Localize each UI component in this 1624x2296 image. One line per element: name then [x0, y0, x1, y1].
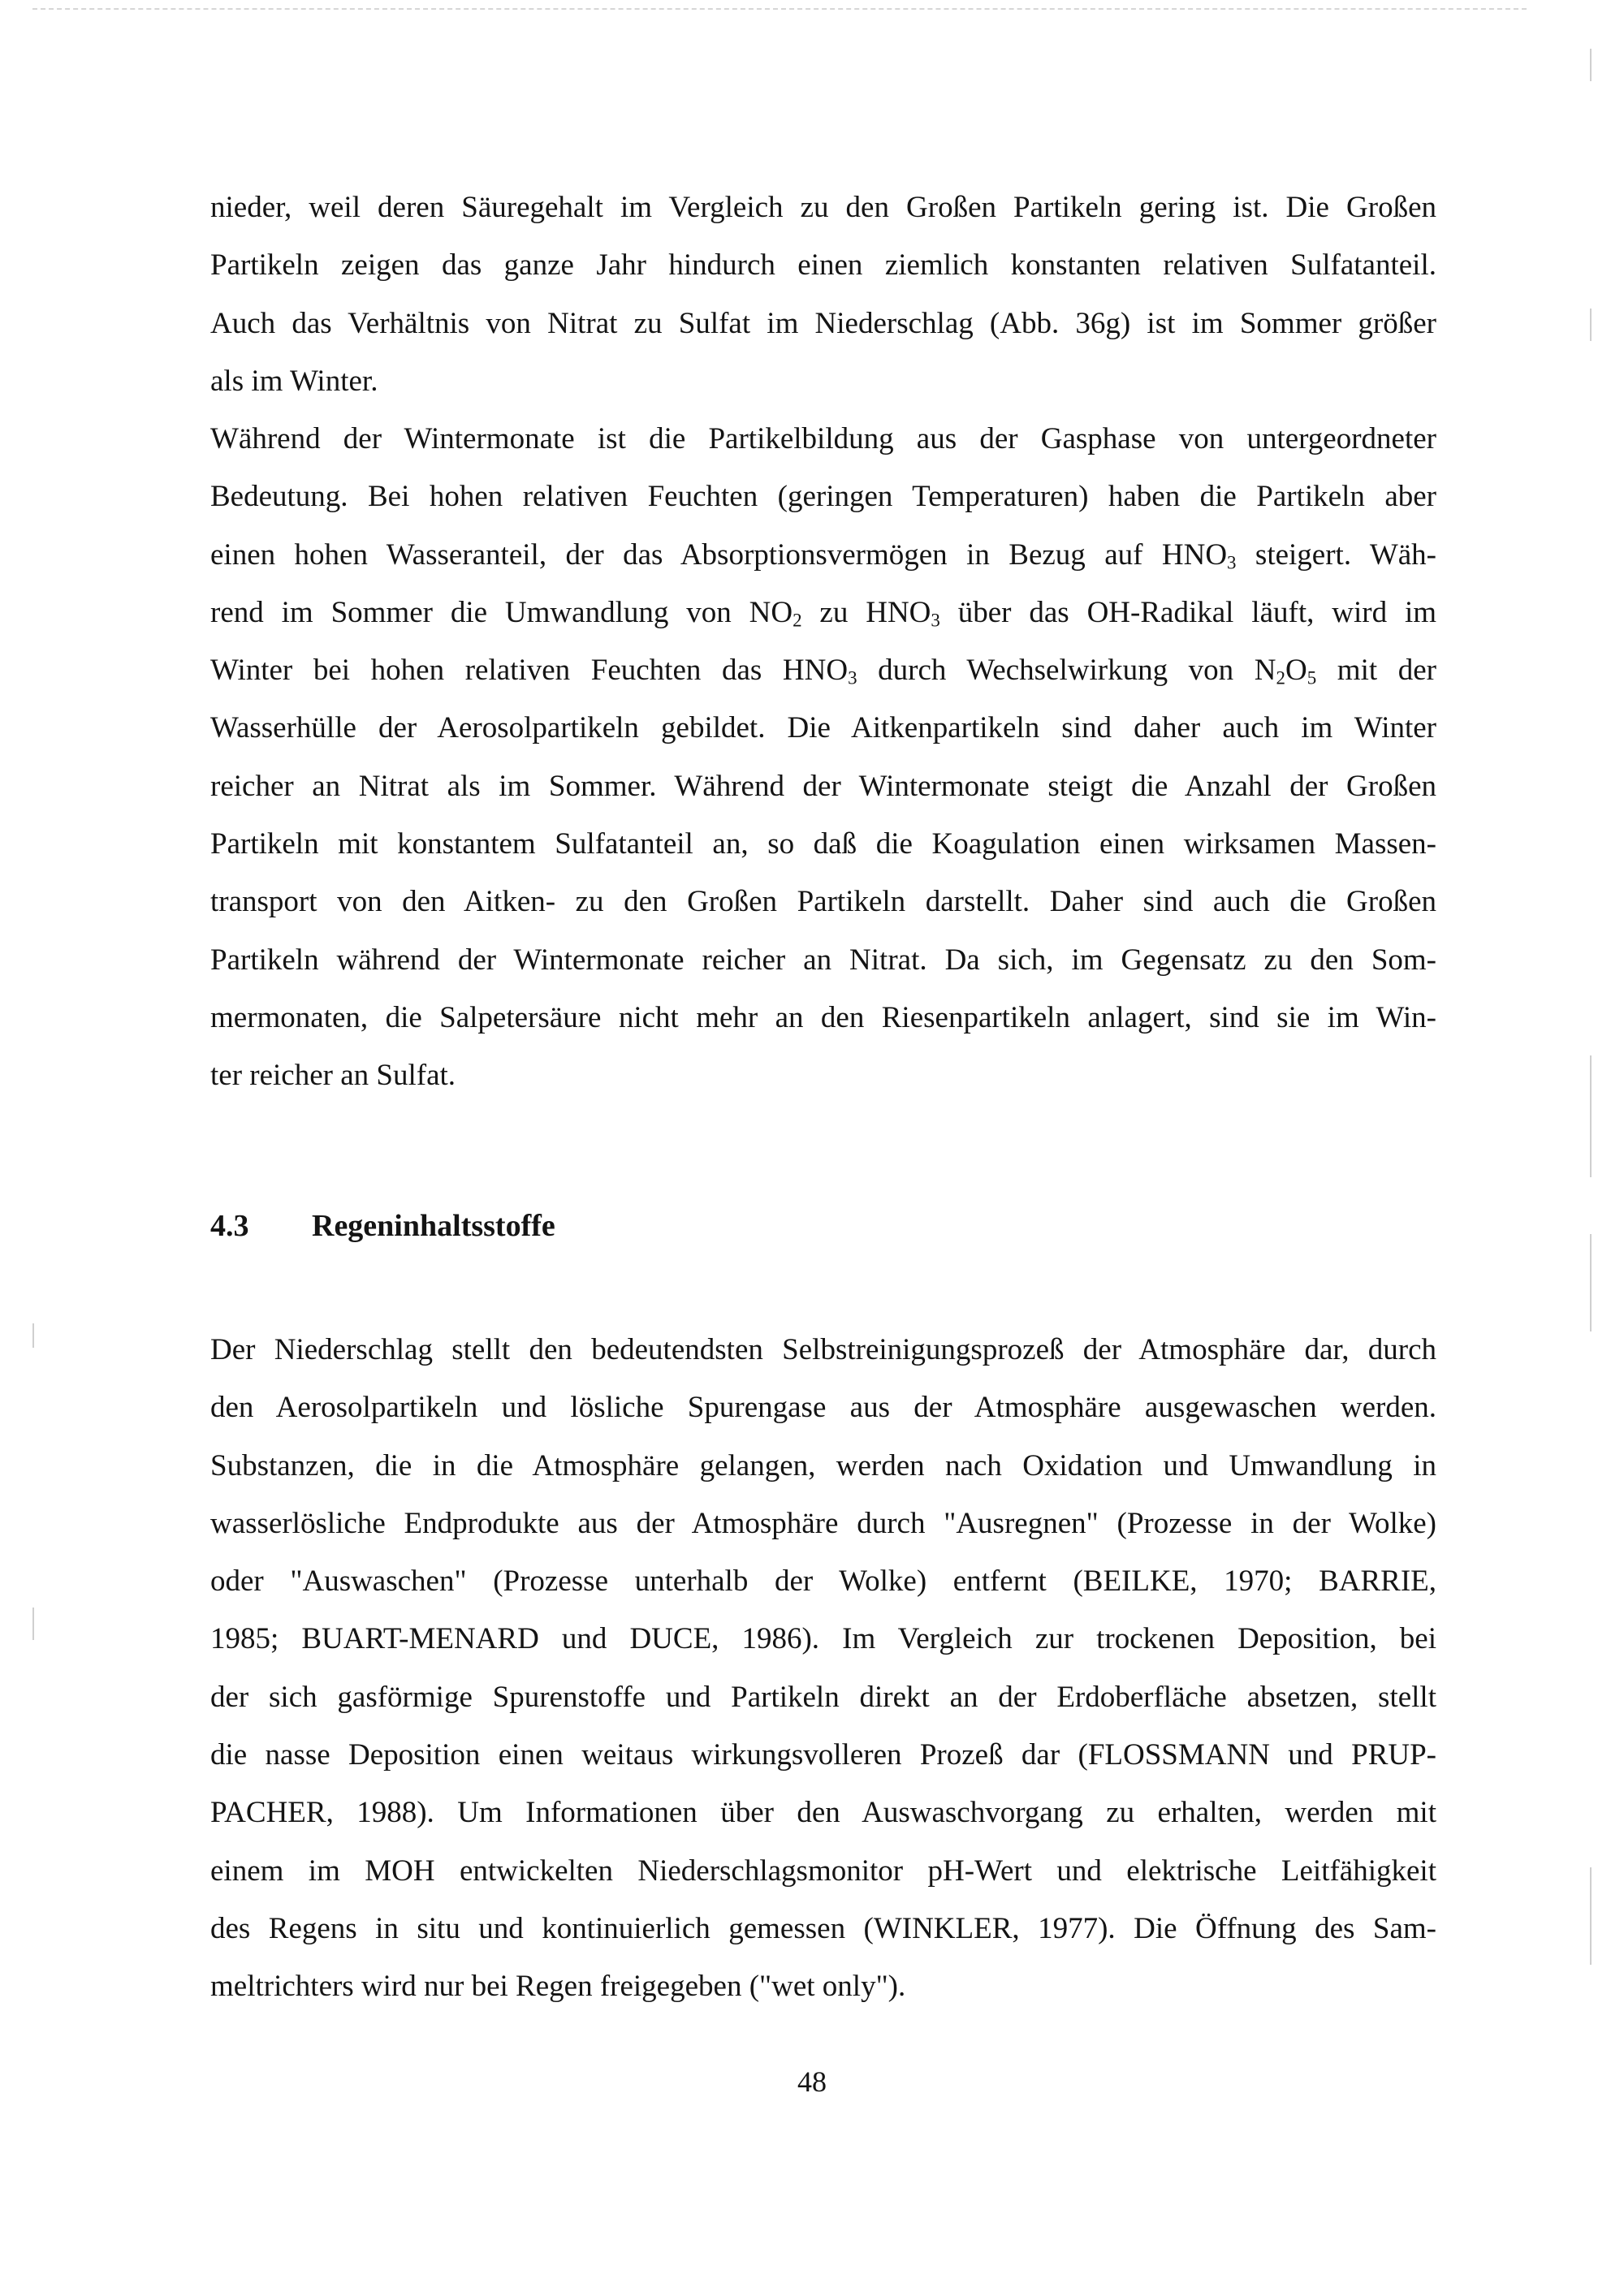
- scan-margin-mark: [1590, 49, 1592, 81]
- text-line: [210, 641, 1436, 699]
- text-line: der sich gasförmige Spurenstoffe und Partikeln direkt an der Erdoberfläche absetzen, stellt: [210, 1680, 1436, 1714]
- text-fragment: mit der: [1316, 654, 1436, 688]
- text-line: als im Winter.: [210, 364, 378, 398]
- text-fragment: steigert. Wäh-: [1236, 537, 1436, 572]
- text-line: PACHER, 1988). Um Informationen über den Auswaschvorgang zu erhalten, werden mit: [210, 1796, 1436, 1830]
- text-fragment: durch Wechselwirkung von N: [857, 654, 1276, 688]
- section-number: 4.3: [210, 1209, 249, 1243]
- text-line: mermonaten, die Salpetersäure nicht mehr an den Riesenpartikeln anlagert, sind sie im Win-: [210, 1000, 1436, 1034]
- text-line: nieder, weil deren Säuregehalt im Vergleich zu den Großen Partikeln gering ist. Die Großen: [210, 191, 1436, 224]
- paragraph-2: [210, 410, 1436, 1105]
- subscript: 2: [793, 610, 802, 631]
- text-line: Substanzen, die in die Atmosphäre gelangen, werden nach Oxidation und Umwandlung in: [210, 1448, 1436, 1482]
- text-line: Partikeln zeigen das ganze Jahr hindurch einen ziemlich konstanten relativen Sulfatanteil.: [210, 248, 1436, 283]
- text-fragment: Winter bei hohen relativen Feuchten das HNO: [210, 654, 849, 688]
- text-line: des Regens in situ und kontinuierlich gemessen (WINKLER, 1977). Die Öffnung des Sam-: [210, 1911, 1436, 1945]
- scan-margin-mark: [32, 1608, 34, 1640]
- scan-margin-mark: [1590, 1234, 1592, 1331]
- subscript: 3: [848, 667, 857, 688]
- text-line: Bedeutung. Bei hohen relativen Feuchten (geringen Temperaturen) haben die Partikeln aber: [210, 480, 1436, 514]
- subscript: 5: [1307, 667, 1317, 688]
- text-line: meltrichters wird nur bei Regen freigegeben ("wet only").: [210, 1970, 906, 2004]
- scan-margin-mark: [32, 1323, 34, 1348]
- subscript: 2: [1276, 667, 1285, 688]
- text-fragment: einen hohen Wasseranteil, der das Absorptionsvermögen in Bezug auf HNO: [210, 537, 1228, 572]
- text-line: die nasse Deposition einen weitaus wirkungsvolleren Prozeß dar (FLOSSMANN und PRUP-: [210, 1738, 1436, 1772]
- scan-margin-mark: [1590, 1055, 1592, 1177]
- text-line: 1985; BUART-MENARD und DUCE, 1986). Im Vergleich zur trockenen Deposition, bei: [210, 1622, 1436, 1656]
- text-fragment: rend im Sommer die Umwandlung von NO: [210, 595, 793, 629]
- paragraph-1: [210, 179, 1436, 410]
- scan-margin-mark: [1590, 309, 1592, 341]
- text-line: reicher an Nitrat als im Sommer. Während der Wintermonate steigt die Anzahl der Großen: [210, 769, 1436, 803]
- text-line: Während der Wintermonate ist die Partikelbildung aus der Gasphase von untergeordneter: [210, 422, 1436, 455]
- text-line: einem im MOH entwickelten Niederschlagsmonitor pH-Wert und elektrische Leitfähigkeit: [210, 1854, 1436, 1888]
- text-fragment: O: [1285, 654, 1307, 688]
- text-line: ter reicher an Sulfat.: [210, 1059, 456, 1093]
- text-line: [210, 526, 1436, 584]
- text-line: [210, 584, 1436, 641]
- text-fragment: zu HNO: [801, 595, 931, 629]
- text-line: wasserlösliche Endprodukte aus der Atmosphäre durch "Ausregnen" (Prozesse in der Wolke): [210, 1506, 1436, 1540]
- text-line: den Aerosolpartikeln und lösliche Spurengase aus der Atmosphäre ausgewaschen werden.: [210, 1391, 1436, 1425]
- text-line: Der Niederschlag stellt den bedeutendsten Selbstreinigungsprozeß der Atmosphäre dar, durch: [210, 1333, 1436, 1366]
- text-line: oder "Auswaschen" (Prozesse unterhalb der Wolke) entfernt (BEILKE, 1970; BARRIE,: [210, 1564, 1436, 1599]
- section-title: Regeninhaltsstoffe: [312, 1209, 555, 1243]
- page-number: 48: [797, 2065, 827, 2098]
- paragraph-3: [210, 1321, 1436, 2016]
- text-line: transport von den Aitken- zu den Großen Partikeln darstellt. Daher sind auch die Großen: [210, 885, 1436, 919]
- subscript: 3: [1227, 552, 1237, 573]
- text-line: Wasserhülle der Aerosolpartikeln gebildet. Die Aitkenpartikeln sind daher auch im Winter: [210, 711, 1436, 745]
- text-line: Partikeln mit konstantem Sulfatanteil an, so daß die Koagulation einen wirksamen Massen-: [210, 827, 1436, 861]
- text-line: Auch das Verhältnis von Nitrat zu Sulfat im Niederschlag (Abb. 36g) ist im Sommer größer: [210, 306, 1436, 340]
- text-fragment: über das OH-Radikal läuft, wird im: [939, 595, 1437, 629]
- scan-margin-mark: [1590, 1867, 1592, 1965]
- scan-top-rule: [32, 8, 1527, 10]
- text-line: Partikeln während der Wintermonate reicher an Nitrat. Da sich, im Gegensatz zu den Som-: [210, 943, 1436, 977]
- section-heading: [210, 1208, 555, 1244]
- subscript: 3: [931, 610, 940, 631]
